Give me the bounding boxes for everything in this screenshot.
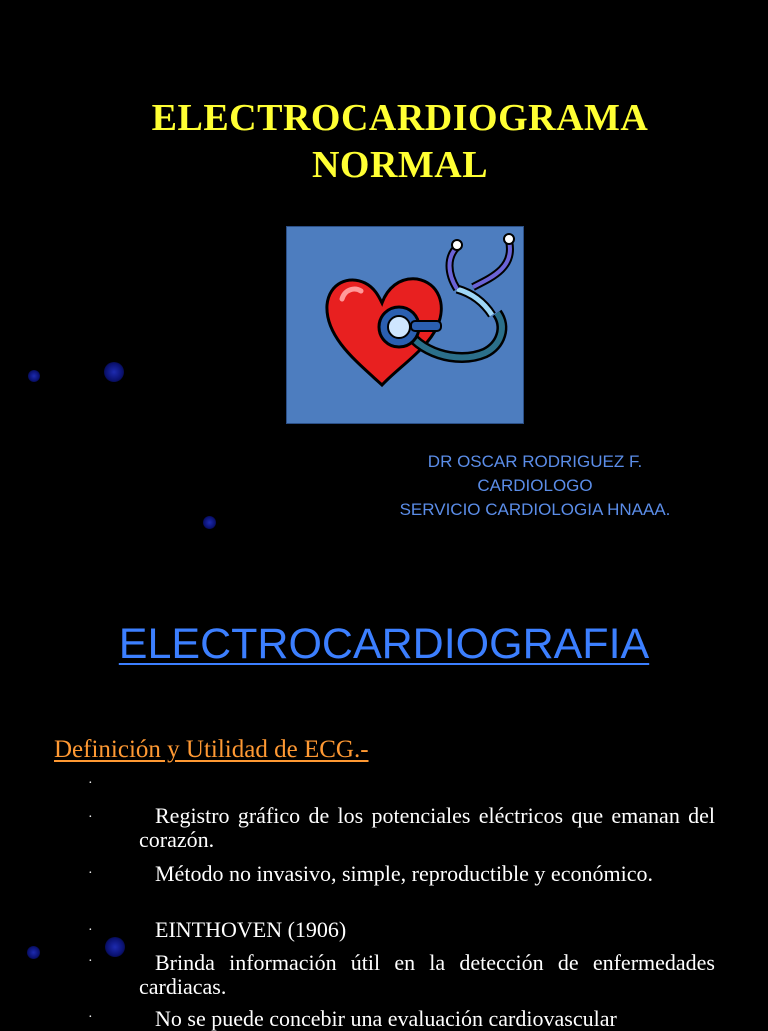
decorative-dot	[203, 516, 216, 529]
heart-stethoscope-icon	[286, 226, 524, 424]
bullet-marker: ·	[88, 810, 93, 825]
decorative-dot	[27, 946, 40, 959]
author-block	[370, 450, 700, 522]
author-name: DR OSCAR RODRIGUEZ F.	[427, 452, 643, 471]
list-item: Brinda información útil en la detección de enfermedades cardiacas.	[139, 950, 715, 999]
title-line-2: NORMAL	[311, 144, 489, 186]
bullet-marker: ·	[88, 954, 93, 969]
list-item: Registro gráfico de los potenciales eléctricos que emanan del corazón.	[139, 803, 715, 852]
slide-title	[0, 95, 768, 189]
list-item: EINTHOVEN (1906)	[155, 917, 347, 942]
section-title: ELECTROCARDIOGRAFIA	[118, 620, 650, 668]
bullet-marker: ·	[88, 923, 93, 938]
bullet-marker: ·	[88, 866, 93, 881]
decorative-dot	[105, 937, 125, 957]
bullet-marker: ·	[88, 1010, 93, 1025]
list-item: No se puede concebir una evaluación cardiovascular	[155, 1006, 617, 1031]
decorative-dot	[104, 362, 124, 382]
subheading: Definición y Utilidad de ECG.-	[54, 736, 369, 763]
title-line-1: ELECTROCARDIOGRAMA	[151, 97, 649, 139]
author-department: SERVICIO CARDIOLOGIA HNAAA.	[399, 500, 671, 519]
list-item: Método no invasivo, simple, reproductible y económico.	[155, 861, 653, 886]
author-title: CARDIOLOGO	[477, 476, 593, 495]
bullet-marker: ·	[88, 776, 93, 791]
decorative-dot	[28, 370, 40, 382]
